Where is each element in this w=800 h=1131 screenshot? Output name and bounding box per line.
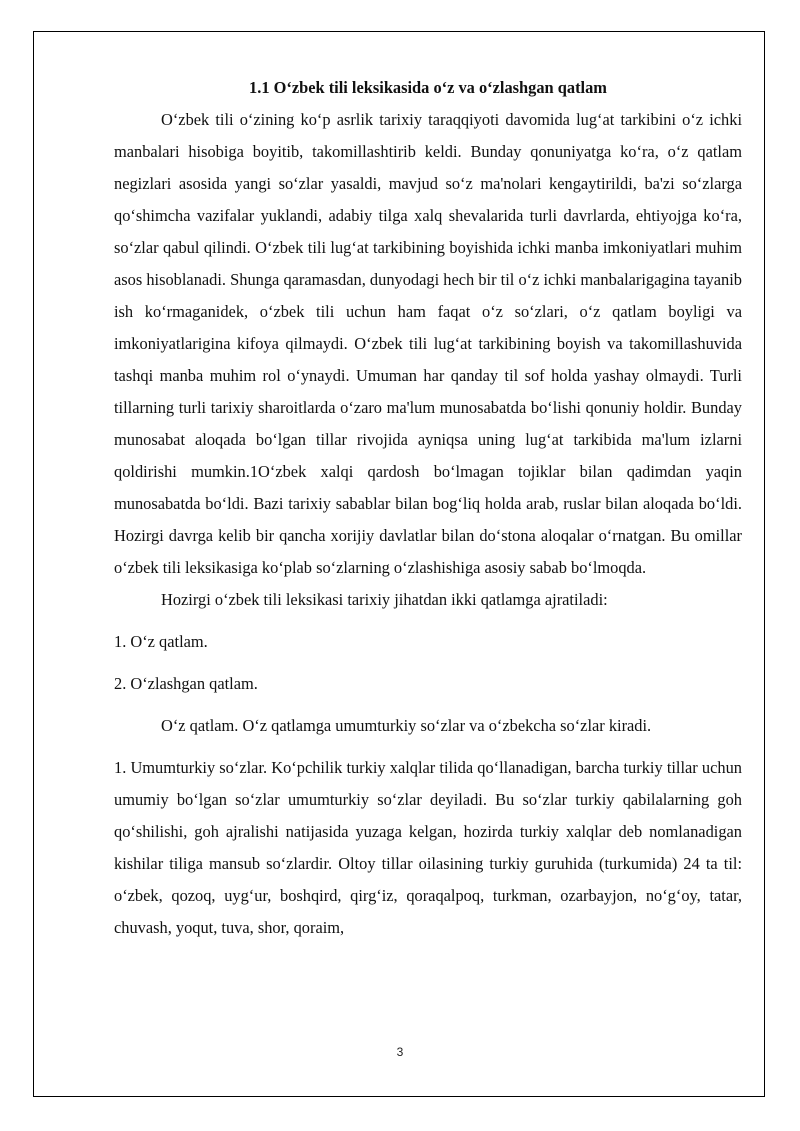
paragraph-intro: O‘zbek tili o‘zining ko‘p asrlik tarixiy taraqqiyoti davomida lug‘at tarkibini o‘z ichki manbalari hisobiga boyitib, takomillashtirib keldi. Bunday qonuniyatga ko‘ra, o‘z qatlam negizlari asosida yangi so‘zlar yasaldi, mavjud so‘z ma'nolari kengaytirildi, ba'zi so‘zlarga qo‘shimcha vazifalar yuklandi, adabiy tilga xalq shevalarida turli davrlarda, ehtiyojga ko‘ra, so‘zlar qabul qilindi. O‘zbek tili lug‘at tarkibining boyishida ichki manba imkoniyatlari muhim asos hisoblanadi. Shunga qaramasdan, dunyodagi hech bir til o‘z ichki manbalarigagina tayanib ish ko‘rmaganidek, o‘zbek tili uchun ham faqat o‘z so‘zlari, o‘z qatlam boyligi va imkoniyatlarigina kifoya qilmaydi. O‘zbek tili lug‘at tarkibining boyish va takomillashuvida tashqi manba muhim rol o‘ynaydi. Umuman har qanday til sof holda yashay olmaydi. Turli tillarning turli tarixiy sharoitlarda o‘zaro ma'lum munosabatda bo‘lishi qonuniy holdir. Bunday munosabat aloqada bo‘lgan tillar rivojida ayniqsa uning lug‘at tarkibida ma'lum izlarni qoldirishi mumkin.1O‘zbek xalqi qardosh bo‘lmagan tojiklar bilan qadimdan yaqin munosabatda bo‘ldi. Bazi tarixiy sabablar bilan bog‘liq holda arab, ruslar bilan aloqada bo‘ldi. Hozirgi davrga kelib bir qancha xorijiy davlatlar bilan do‘stona aloqalar o‘rnatgan. Bu omillar o‘zbek tili leksikasiga ko‘plab so‘zlarning o‘zlashishiga asosiy sabab bo‘lmoqda. [114, 110, 742, 577]
section-title: 1.1 O‘zbek tili leksikasida o‘z va o‘zlashgan qatlam [249, 78, 607, 97]
list-item-oz-qatlam: 1. O‘z qatlam. [114, 632, 208, 651]
paragraph-umumturkiy: 1. Umumturkiy so‘zlar. Ko‘pchilik turkiy xalqlar tilida qo‘llanadigan, barcha turkiy tillar uchun umumiy bo‘lgan so‘zlar umumturkiy so‘zlar deyiladi. Bu so‘zlar turkiy qabilalarning goh qo‘shilishi, goh ajralishi natijasida yuzaga kelgan, hozirda turkiy xalqlar deb nomlanadigan kishilar tiliga mansub so‘zlardir. Oltoy tillar oilasining turkiy guruhida (turkumida) 24 ta til: o‘zbek, qozoq, uyg‘ur, boshqird, qirg‘iz, qoraqalpoq, turkman, ozarbayjon, no‘g‘oy, tatar, chuvash, yoqut, tuva, shor, qoraim, [114, 758, 742, 937]
document-body [114, 70, 742, 944]
paragraph-oz-qatlam: O‘z qatlam. O‘z qatlamga umumturkiy so‘zlar va o‘zbekcha so‘zlar kiradi. [161, 716, 652, 735]
paragraph-layers: Hozirgi o‘zbek tili leksikasi tarixiy jihatdan ikki qatlamga ajratiladi: [161, 590, 608, 609]
list-item-ozlashgan-qatlam: 2. O‘zlashgan qatlam. [114, 674, 258, 693]
page-number: 3 [396, 1045, 404, 1059]
